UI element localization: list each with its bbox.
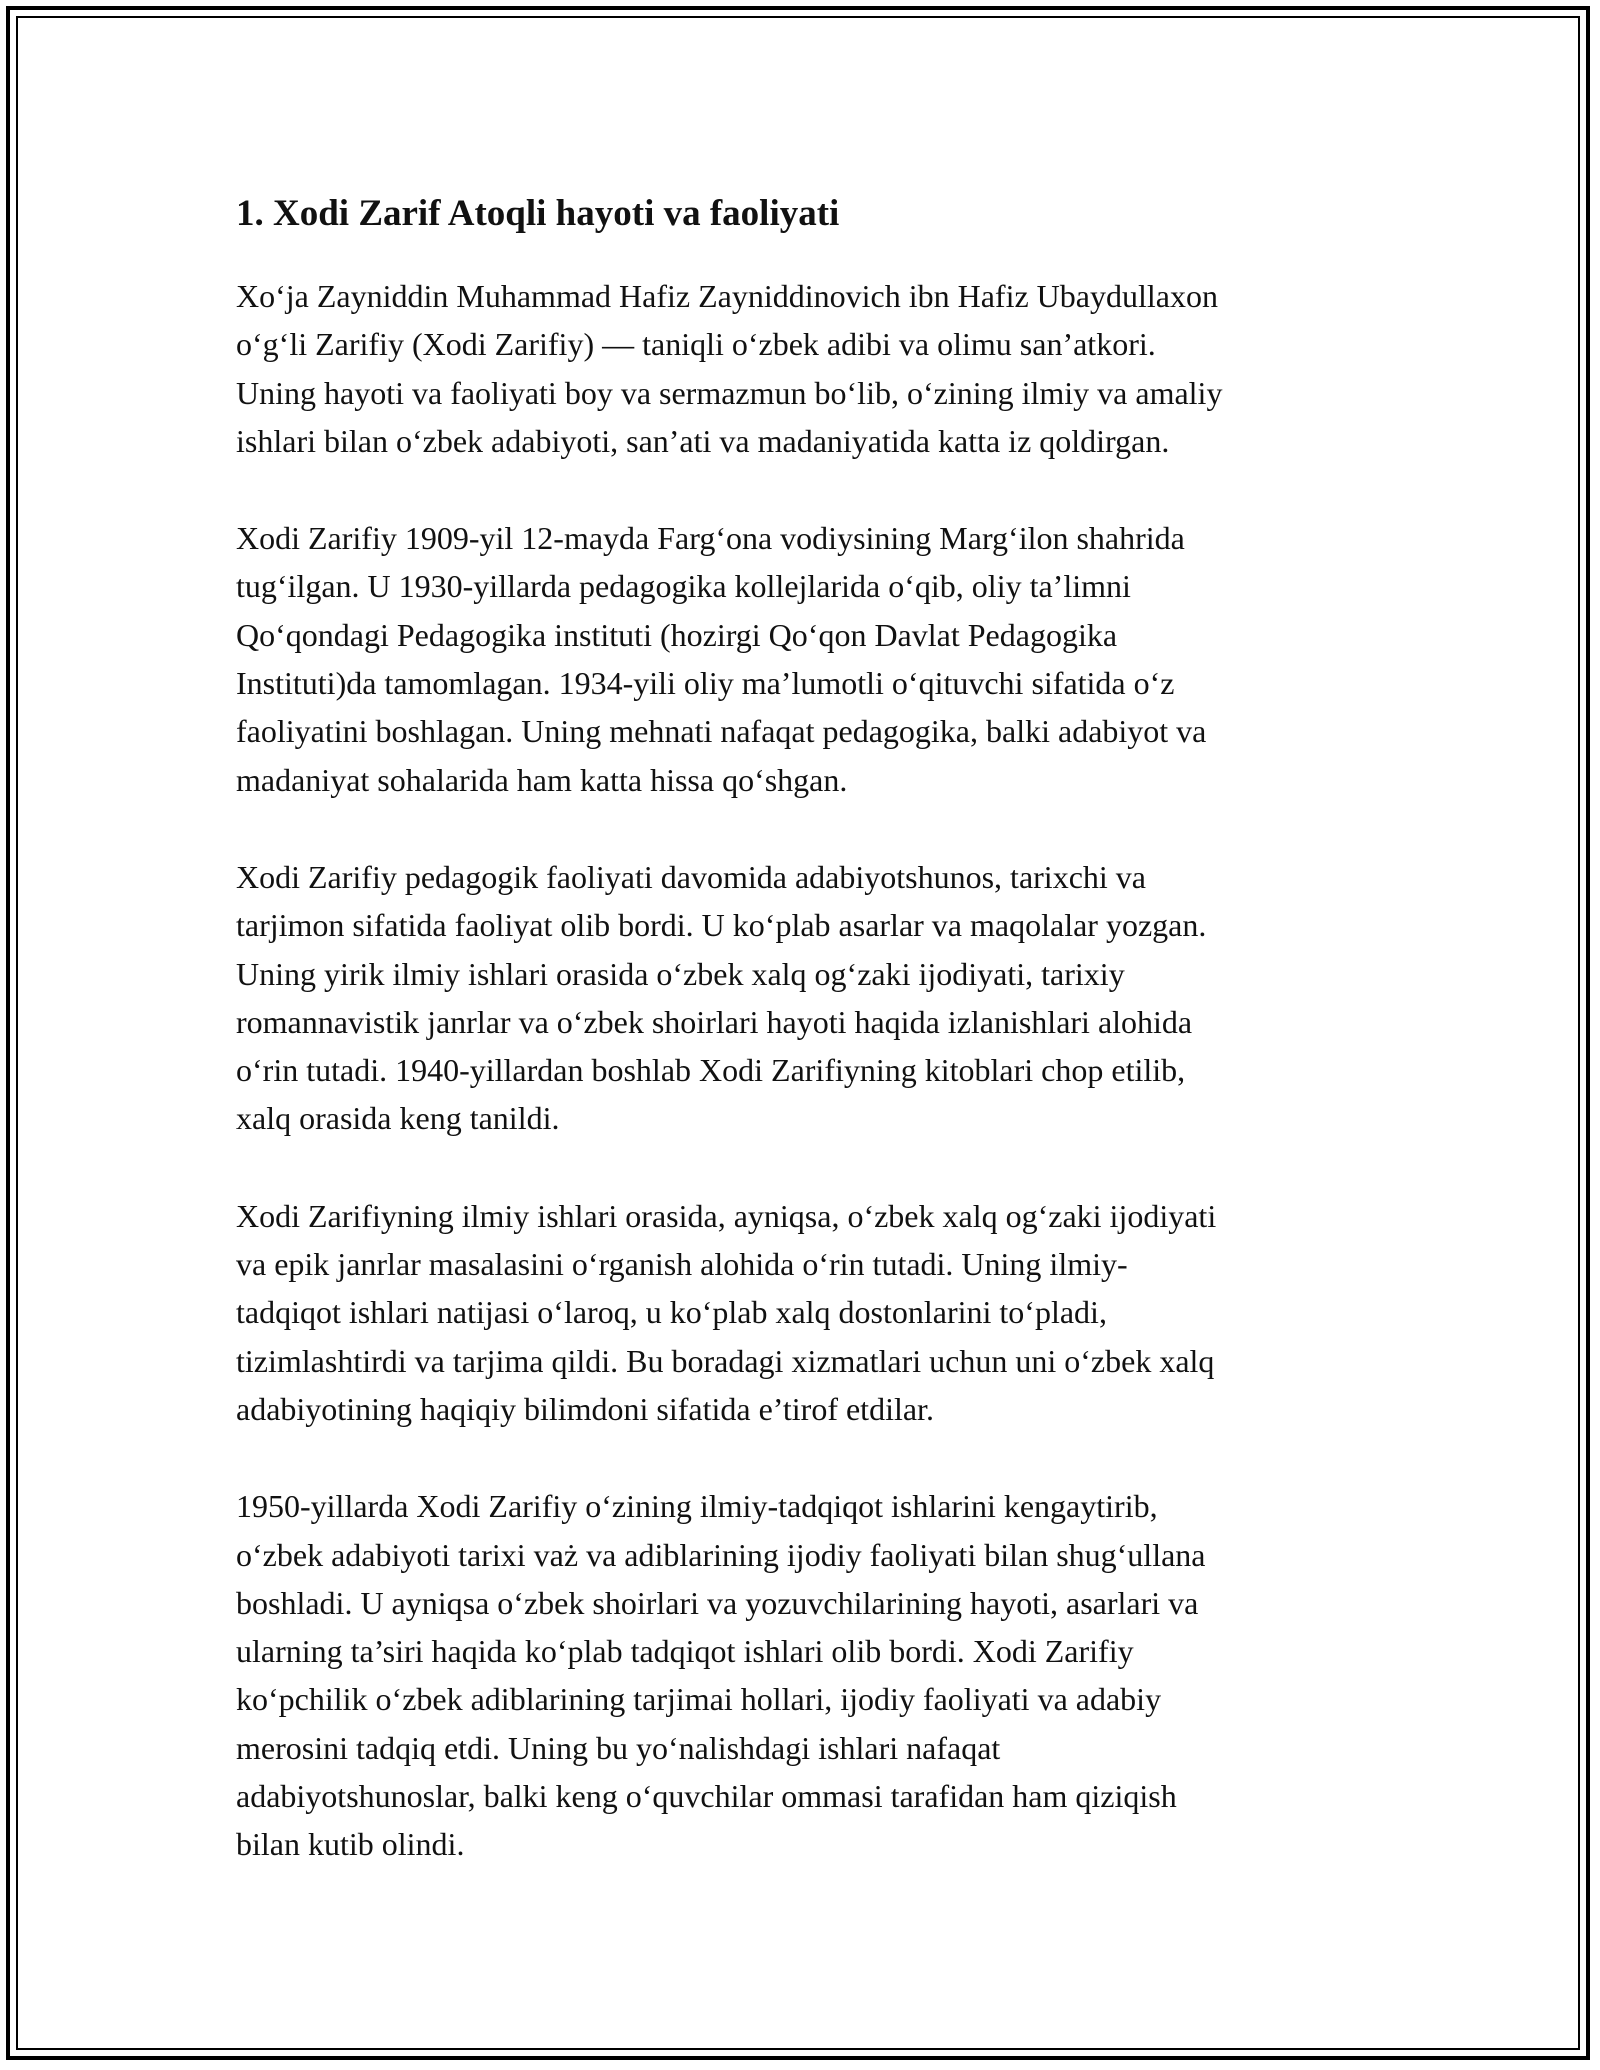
paragraph-intro: Xo‘ja Zayniddin Muhammad Hafiz Zayniddinovich ibn Hafiz Ubaydullaxon o‘g‘li Zarifiy (Xodi Zarifiy) — taniqli o‘zbek adibi va olimu san’atkori. Uning hayoti va faoliyati boy va sermazmun bo‘lib, o‘zining ilmiy va amaliy ishlari bilan o‘zbek adabiyoti, san’ati va madaniyatida katta iz qoldirgan. — [236, 278, 1223, 459]
section-heading: 1. Xodi Zarif Atoqli hayoti va faoliyati — [236, 193, 840, 234]
paragraph-pedagogical-activity: Xodi Zarifiy pedagogik faoliyati davomida adabiyotshunos, tarixchi va tarjimon sifatida faoliyat olib bordi. U ko‘plab asarlar va maqolalar yozgan. Uning yirik ilmiy ishlari orasida o‘zbek xalq og‘zaki ijodiyati, tarixiy romannavistik janrlar va o‘zbek shoirlari hayoti haqida izlanishlari alohida o‘rin tutadi. 1940-yillardan boshlab Xodi Zarifiyning kitoblari chop etilib, xalq orasida keng tanildi. — [236, 858, 1207, 1137]
paragraph-1950s-research: 1950-yillarda Xodi Zarifiy o‘zining ilmiy-tadqiqot ishlarini kengaytirib, o‘zbek adabiyoti tarixi vaż va adiblarining ijodiy faoliyati bilan shug‘ullana boshladi. U ayniqsa o‘zbek shoirlari va yozuvchilarining hayoti, asarlari va ularning ta’siri haqida ko‘plab tadqiqot ishlari olib bordi. Xodi Zarifiy ko‘pchilik o‘zbek adiblarining tarjimai hollari, ijodiy faoliyati va adabiy merosini tadqiq etdi. Uning bu yo‘nalishdagi ishlari nafaqat adabiyotshunoslar, balki keng o‘quvchilar ommasi tarafidan ham qiziqish bilan kutib olindi. — [236, 1488, 1206, 1863]
document-body — [236, 186, 1376, 1918]
paragraph-biography: Xodi Zarifiy 1909-yil 12-mayda Farg‘ona vodiysining Marg‘ilon shahrida tug‘ilgan. U 1930-yillarda pedagogika kollejlarida o‘qib, oliy ta’limni Qo‘qondagi Pedagogika instituti (hozirgi Qo‘qon Davlat Pedagogika Instituti)da tamomlagan. 1934-yili oliy ma’lumotli o‘qituvchi sifatida o‘z faoliyatini boshlagan. Uning mehnati nafaqat pedagogika, balki adabiyot va madaniyat sohalarida ham katta hissa qo‘shgan. — [236, 520, 1207, 798]
paragraph-scientific-work: Xodi Zarifiyning ilmiy ishlari orasida, ayniqsa, o‘zbek xalq og‘zaki ijodiyati va epik janrlar masalasini o‘rganish alohida o‘rin tutadi. Uning ilmiy- tadqiqot ishlari natijasi o‘laroq, u ko‘plab xalq dostonlarini to‘pladi, tizimlashtirdi va tarjima qildi. Bu boradagi xizmatlari uchun uni o‘zbek xalq adabiyotining haqiqiy bilimdoni sifatida e’tirof etdilar. — [236, 1197, 1217, 1427]
